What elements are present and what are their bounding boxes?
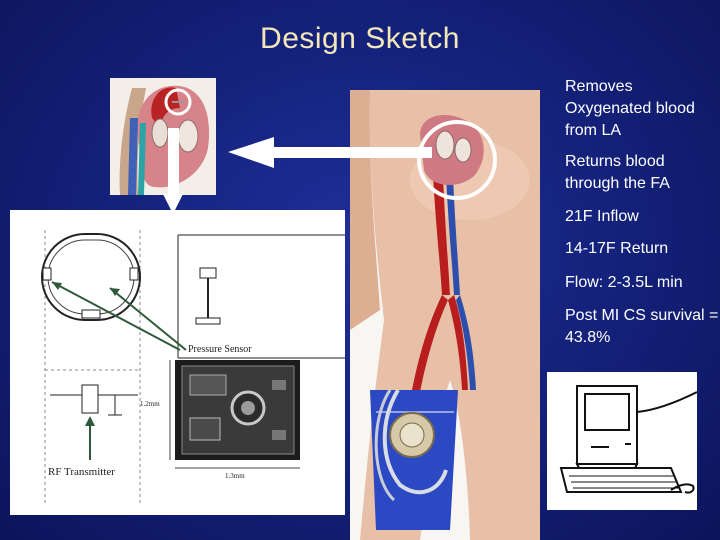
dimension-horizontal-label: 1.3mm (225, 472, 245, 480)
computer-monitor-image (547, 372, 697, 510)
pressure-sensor-label: Pressure Sensor (188, 344, 252, 355)
dimension-vertical-label: 1.2mm (140, 400, 160, 408)
rf-transmitter-label: RF Transmitter (48, 466, 115, 478)
slide-title: Design Sketch (260, 22, 460, 55)
heart-closeup-image (110, 78, 216, 195)
body-device-illustration (350, 90, 540, 540)
bullet-removes-blood: Removes Oxygenated blood from LA (565, 78, 695, 139)
bullet-inflow: 21F Inflow (565, 208, 639, 225)
bullet-returns-blood: Returns blood through the FA (565, 153, 670, 192)
bullet-survival: Post MI CS survival = 43.8% (565, 307, 719, 346)
sensor-design-drawing (10, 210, 345, 515)
bullet-return: 14-17F Return (565, 240, 669, 257)
bullet-flow: Flow: 2-3.5L min (565, 274, 683, 291)
